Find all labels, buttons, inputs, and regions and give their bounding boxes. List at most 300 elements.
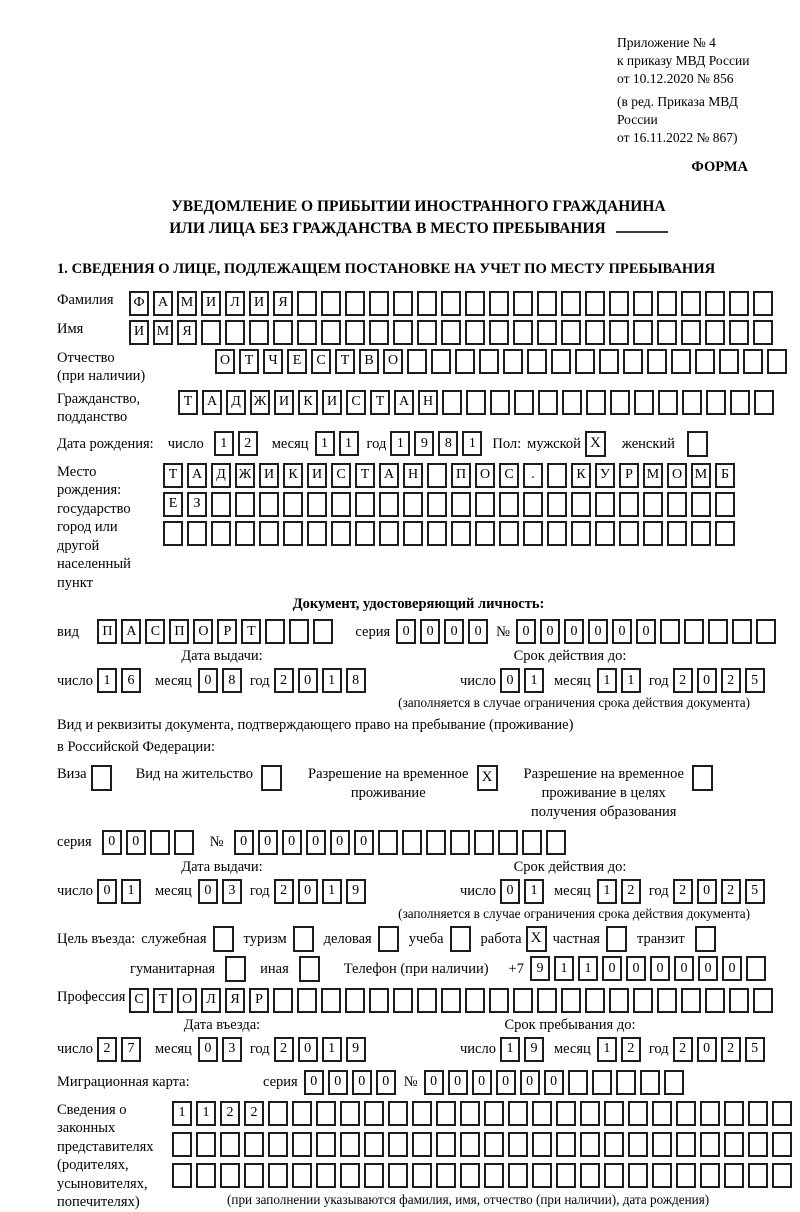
char-box[interactable] <box>441 291 461 316</box>
char-box[interactable] <box>393 988 413 1013</box>
char-box[interactable]: 0 <box>234 830 254 855</box>
char-box[interactable]: 1 <box>196 1101 216 1126</box>
char-box[interactable] <box>684 619 704 644</box>
char-box[interactable] <box>700 1163 720 1188</box>
char-box[interactable] <box>623 349 643 374</box>
char-box[interactable]: 3 <box>222 1037 242 1062</box>
char-box[interactable] <box>475 521 495 546</box>
char-box[interactable]: 0 <box>424 1070 444 1095</box>
char-box[interactable]: 1 <box>524 668 544 693</box>
char-box[interactable] <box>490 390 510 415</box>
char-box[interactable] <box>719 349 739 374</box>
char-box[interactable] <box>172 1163 192 1188</box>
char-box[interactable]: 9 <box>530 956 550 981</box>
char-box[interactable]: 1 <box>315 431 335 456</box>
char-box[interactable]: 0 <box>330 830 350 855</box>
char-box[interactable] <box>676 1132 696 1157</box>
char-box[interactable]: 1 <box>322 1037 342 1062</box>
char-box[interactable] <box>724 1132 744 1157</box>
char-box[interactable] <box>499 492 519 517</box>
char-box[interactable]: 5 <box>745 668 765 693</box>
char-box[interactable] <box>451 492 471 517</box>
char-box[interactable] <box>508 1163 528 1188</box>
char-box[interactable] <box>652 1101 672 1126</box>
char-box[interactable]: И <box>274 390 294 415</box>
char-box[interactable] <box>580 1163 600 1188</box>
char-box[interactable]: 2 <box>721 879 741 904</box>
char-box[interactable] <box>748 1132 768 1157</box>
char-box[interactable] <box>479 349 499 374</box>
char-box[interactable]: 7 <box>121 1037 141 1062</box>
sex-female-checkbox[interactable] <box>687 431 708 457</box>
char-box[interactable]: 0 <box>500 879 520 904</box>
char-box[interactable] <box>345 320 365 345</box>
char-box[interactable] <box>369 320 389 345</box>
char-box[interactable] <box>235 492 255 517</box>
char-box[interactable] <box>537 988 557 1013</box>
char-box[interactable] <box>498 830 518 855</box>
char-box[interactable] <box>754 390 774 415</box>
char-box[interactable]: 0 <box>126 830 146 855</box>
char-box[interactable] <box>513 291 533 316</box>
char-box[interactable] <box>658 390 678 415</box>
char-box[interactable]: 2 <box>621 879 641 904</box>
char-box[interactable]: Д <box>211 463 231 488</box>
char-box[interactable]: Т <box>241 619 261 644</box>
char-box[interactable] <box>340 1132 360 1157</box>
char-box[interactable] <box>489 291 509 316</box>
char-box[interactable]: М <box>691 463 711 488</box>
char-box[interactable]: 3 <box>222 879 242 904</box>
char-box[interactable] <box>316 1132 336 1157</box>
char-box[interactable] <box>676 1101 696 1126</box>
char-box[interactable]: А <box>379 463 399 488</box>
char-box[interactable] <box>484 1163 504 1188</box>
char-box[interactable]: 0 <box>520 1070 540 1095</box>
char-box[interactable] <box>187 521 207 546</box>
char-box[interactable] <box>355 492 375 517</box>
char-box[interactable]: 0 <box>420 619 440 644</box>
char-box[interactable]: 0 <box>352 1070 372 1095</box>
char-box[interactable] <box>265 619 285 644</box>
char-box[interactable] <box>465 320 485 345</box>
char-box[interactable] <box>412 1132 432 1157</box>
char-box[interactable]: Т <box>370 390 390 415</box>
char-box[interactable] <box>268 1163 288 1188</box>
char-box[interactable]: О <box>193 619 213 644</box>
char-box[interactable] <box>407 349 427 374</box>
char-box[interactable] <box>657 291 677 316</box>
char-box[interactable] <box>292 1132 312 1157</box>
char-box[interactable]: Е <box>163 492 183 517</box>
char-box[interactable]: С <box>499 463 519 488</box>
char-box[interactable] <box>633 988 653 1013</box>
char-box[interactable] <box>681 291 701 316</box>
char-box[interactable] <box>403 492 423 517</box>
char-box[interactable]: 0 <box>650 956 670 981</box>
char-box[interactable] <box>417 988 437 1013</box>
char-box[interactable]: Я <box>273 291 293 316</box>
char-box[interactable]: 0 <box>540 619 560 644</box>
char-box[interactable] <box>455 349 475 374</box>
char-box[interactable] <box>643 521 663 546</box>
char-box[interactable] <box>753 291 773 316</box>
char-box[interactable] <box>514 390 534 415</box>
char-box[interactable] <box>331 492 351 517</box>
char-box[interactable] <box>676 1163 696 1188</box>
char-box[interactable] <box>489 988 509 1013</box>
char-box[interactable] <box>748 1163 768 1188</box>
char-box[interactable]: К <box>283 463 303 488</box>
char-box[interactable]: 2 <box>238 431 258 456</box>
char-box[interactable]: 0 <box>697 668 717 693</box>
char-box[interactable] <box>513 320 533 345</box>
char-box[interactable] <box>441 988 461 1013</box>
char-box[interactable] <box>451 521 471 546</box>
char-box[interactable] <box>268 1132 288 1157</box>
char-box[interactable] <box>580 1101 600 1126</box>
char-box[interactable]: 0 <box>698 956 718 981</box>
char-box[interactable] <box>537 291 557 316</box>
char-box[interactable] <box>547 463 567 488</box>
char-box[interactable]: И <box>201 291 221 316</box>
char-box[interactable] <box>436 1132 456 1157</box>
char-box[interactable] <box>633 291 653 316</box>
char-box[interactable]: 1 <box>214 431 234 456</box>
char-box[interactable] <box>708 619 728 644</box>
char-box[interactable]: 0 <box>198 879 218 904</box>
char-box[interactable]: 1 <box>524 879 544 904</box>
char-box[interactable]: 0 <box>602 956 622 981</box>
char-box[interactable]: Я <box>225 988 245 1013</box>
char-box[interactable] <box>628 1132 648 1157</box>
char-box[interactable] <box>283 492 303 517</box>
char-box[interactable] <box>225 320 245 345</box>
char-box[interactable] <box>172 1132 192 1157</box>
char-box[interactable] <box>379 492 399 517</box>
char-box[interactable]: 5 <box>745 879 765 904</box>
char-box[interactable]: В <box>359 349 379 374</box>
char-box[interactable] <box>292 1163 312 1188</box>
char-box[interactable]: 1 <box>597 1037 617 1062</box>
char-box[interactable] <box>369 988 389 1013</box>
char-box[interactable] <box>628 1101 648 1126</box>
char-box[interactable] <box>664 1070 684 1095</box>
char-box[interactable]: 1 <box>121 879 141 904</box>
char-box[interactable] <box>307 492 327 517</box>
char-box[interactable]: К <box>571 463 591 488</box>
char-box[interactable] <box>652 1132 672 1157</box>
char-box[interactable]: 0 <box>102 830 122 855</box>
char-box[interactable]: 0 <box>328 1070 348 1095</box>
char-box[interactable] <box>442 390 462 415</box>
char-box[interactable]: 0 <box>298 1037 318 1062</box>
char-box[interactable] <box>592 1070 612 1095</box>
char-box[interactable]: И <box>249 291 269 316</box>
char-box[interactable] <box>705 291 725 316</box>
char-box[interactable]: 1 <box>500 1037 520 1062</box>
char-box[interactable] <box>691 521 711 546</box>
char-box[interactable] <box>331 521 351 546</box>
char-box[interactable] <box>628 1163 648 1188</box>
char-box[interactable]: Н <box>403 463 423 488</box>
char-box[interactable] <box>321 988 341 1013</box>
char-box[interactable] <box>538 390 558 415</box>
char-box[interactable]: 0 <box>612 619 632 644</box>
char-box[interactable] <box>403 521 423 546</box>
char-box[interactable] <box>450 830 470 855</box>
char-box[interactable] <box>268 1101 288 1126</box>
char-box[interactable] <box>513 988 533 1013</box>
char-box[interactable] <box>412 1163 432 1188</box>
char-box[interactable] <box>388 1101 408 1126</box>
char-box[interactable] <box>647 349 667 374</box>
char-box[interactable]: И <box>322 390 342 415</box>
char-box[interactable]: Р <box>217 619 237 644</box>
char-box[interactable] <box>609 988 629 1013</box>
char-box[interactable] <box>667 492 687 517</box>
char-box[interactable]: 9 <box>346 1037 366 1062</box>
char-box[interactable]: 2 <box>721 1037 741 1062</box>
char-box[interactable]: А <box>187 463 207 488</box>
char-box[interactable] <box>532 1163 552 1188</box>
char-box[interactable] <box>523 492 543 517</box>
char-box[interactable] <box>427 463 447 488</box>
char-box[interactable]: С <box>311 349 331 374</box>
char-box[interactable]: А <box>153 291 173 316</box>
char-box[interactable]: 5 <box>745 1037 765 1062</box>
char-box[interactable]: А <box>202 390 222 415</box>
char-box[interactable] <box>460 1163 480 1188</box>
char-box[interactable] <box>772 1163 792 1188</box>
char-box[interactable]: 1 <box>390 431 410 456</box>
char-box[interactable] <box>150 830 170 855</box>
char-box[interactable]: Т <box>163 463 183 488</box>
char-box[interactable] <box>259 521 279 546</box>
char-box[interactable] <box>756 619 776 644</box>
char-box[interactable]: А <box>121 619 141 644</box>
char-box[interactable]: 2 <box>673 879 693 904</box>
char-box[interactable] <box>634 390 654 415</box>
char-box[interactable] <box>604 1132 624 1157</box>
char-box[interactable]: . <box>523 463 543 488</box>
char-box[interactable] <box>633 320 653 345</box>
char-box[interactable]: 2 <box>274 1037 294 1062</box>
char-box[interactable] <box>537 320 557 345</box>
char-box[interactable] <box>388 1132 408 1157</box>
char-box[interactable]: С <box>346 390 366 415</box>
char-box[interactable]: Ж <box>235 463 255 488</box>
char-box[interactable]: 2 <box>274 879 294 904</box>
char-box[interactable] <box>772 1132 792 1157</box>
char-box[interactable]: 1 <box>462 431 482 456</box>
char-box[interactable]: 1 <box>578 956 598 981</box>
char-box[interactable] <box>595 521 615 546</box>
char-box[interactable]: Т <box>239 349 259 374</box>
char-box[interactable] <box>427 492 447 517</box>
char-box[interactable] <box>196 1163 216 1188</box>
char-box[interactable]: Л <box>225 291 245 316</box>
char-box[interactable]: С <box>129 988 149 1013</box>
char-box[interactable]: 1 <box>172 1101 192 1126</box>
char-box[interactable] <box>369 291 389 316</box>
char-box[interactable]: 0 <box>448 1070 468 1095</box>
char-box[interactable] <box>705 320 725 345</box>
char-box[interactable]: 0 <box>282 830 302 855</box>
char-box[interactable] <box>489 320 509 345</box>
char-box[interactable] <box>474 830 494 855</box>
char-box[interactable] <box>508 1132 528 1157</box>
char-box[interactable]: 1 <box>97 668 117 693</box>
char-box[interactable] <box>556 1132 576 1157</box>
char-box[interactable]: 2 <box>97 1037 117 1062</box>
char-box[interactable] <box>249 320 269 345</box>
char-box[interactable] <box>393 320 413 345</box>
char-box[interactable] <box>746 956 766 981</box>
char-box[interactable] <box>345 988 365 1013</box>
char-box[interactable] <box>561 320 581 345</box>
char-box[interactable]: Л <box>201 988 221 1013</box>
char-box[interactable] <box>619 521 639 546</box>
char-box[interactable]: 0 <box>376 1070 396 1095</box>
char-box[interactable] <box>174 830 194 855</box>
char-box[interactable] <box>767 349 787 374</box>
char-box[interactable] <box>283 521 303 546</box>
char-box[interactable] <box>393 291 413 316</box>
char-box[interactable] <box>436 1101 456 1126</box>
char-box[interactable] <box>297 320 317 345</box>
char-box[interactable] <box>340 1101 360 1126</box>
char-box[interactable]: 0 <box>516 619 536 644</box>
char-box[interactable] <box>379 521 399 546</box>
char-box[interactable]: П <box>451 463 471 488</box>
char-box[interactable] <box>585 291 605 316</box>
purpose-official-checkbox[interactable] <box>213 926 234 952</box>
char-box[interactable] <box>465 988 485 1013</box>
char-box[interactable]: 1 <box>322 668 342 693</box>
char-box[interactable] <box>297 988 317 1013</box>
char-box[interactable] <box>466 390 486 415</box>
char-box[interactable] <box>426 830 446 855</box>
char-box[interactable] <box>244 1132 264 1157</box>
purpose-tourism-checkbox[interactable] <box>293 926 314 952</box>
char-box[interactable] <box>527 349 547 374</box>
char-box[interactable] <box>163 521 183 546</box>
char-box[interactable]: 2 <box>621 1037 641 1062</box>
char-box[interactable]: 0 <box>198 668 218 693</box>
char-box[interactable]: З <box>187 492 207 517</box>
char-box[interactable]: 9 <box>414 431 434 456</box>
temp-residence-checkbox[interactable]: X <box>477 765 498 791</box>
temp-residence-edu-checkbox[interactable] <box>692 765 713 791</box>
char-box[interactable]: Т <box>178 390 198 415</box>
char-box[interactable]: И <box>307 463 327 488</box>
char-box[interactable] <box>273 320 293 345</box>
char-box[interactable]: П <box>97 619 117 644</box>
char-box[interactable]: У <box>595 463 615 488</box>
char-box[interactable]: 8 <box>222 668 242 693</box>
char-box[interactable]: О <box>667 463 687 488</box>
char-box[interactable] <box>307 521 327 546</box>
char-box[interactable] <box>465 291 485 316</box>
char-box[interactable]: Ж <box>250 390 270 415</box>
char-box[interactable] <box>580 1132 600 1157</box>
purpose-other-checkbox[interactable] <box>299 956 320 982</box>
char-box[interactable] <box>441 320 461 345</box>
char-box[interactable]: Б <box>715 463 735 488</box>
purpose-transit-checkbox[interactable] <box>695 926 716 952</box>
char-box[interactable] <box>609 291 629 316</box>
char-box[interactable] <box>316 1101 336 1126</box>
char-box[interactable] <box>640 1070 660 1095</box>
char-box[interactable] <box>585 320 605 345</box>
char-box[interactable] <box>244 1163 264 1188</box>
char-box[interactable] <box>436 1163 456 1188</box>
visa-checkbox[interactable] <box>91 765 112 791</box>
char-box[interactable]: О <box>215 349 235 374</box>
char-box[interactable] <box>556 1163 576 1188</box>
char-box[interactable]: 0 <box>626 956 646 981</box>
char-box[interactable] <box>753 320 773 345</box>
char-box[interactable] <box>196 1132 216 1157</box>
char-box[interactable] <box>292 1101 312 1126</box>
char-box[interactable] <box>402 830 422 855</box>
char-box[interactable] <box>681 988 701 1013</box>
char-box[interactable] <box>671 349 691 374</box>
char-box[interactable]: 0 <box>396 619 416 644</box>
char-box[interactable] <box>475 492 495 517</box>
char-box[interactable]: О <box>177 988 197 1013</box>
char-box[interactable] <box>321 291 341 316</box>
char-box[interactable]: Т <box>355 463 375 488</box>
char-box[interactable]: 0 <box>304 1070 324 1095</box>
char-box[interactable]: М <box>643 463 663 488</box>
char-box[interactable] <box>345 291 365 316</box>
char-box[interactable]: 0 <box>354 830 374 855</box>
char-box[interactable] <box>340 1163 360 1188</box>
char-box[interactable] <box>364 1132 384 1157</box>
char-box[interactable] <box>705 988 725 1013</box>
char-box[interactable]: Ч <box>263 349 283 374</box>
char-box[interactable]: Т <box>153 988 173 1013</box>
char-box[interactable]: 0 <box>258 830 278 855</box>
char-box[interactable] <box>660 619 680 644</box>
char-box[interactable] <box>532 1132 552 1157</box>
sex-male-checkbox[interactable]: X <box>585 431 606 457</box>
char-box[interactable]: М <box>177 291 197 316</box>
purpose-humanitarian-checkbox[interactable] <box>225 956 246 982</box>
char-box[interactable] <box>460 1132 480 1157</box>
char-box[interactable]: 2 <box>673 1037 693 1062</box>
char-box[interactable]: 1 <box>597 668 617 693</box>
char-box[interactable] <box>571 521 591 546</box>
char-box[interactable] <box>313 619 333 644</box>
char-box[interactable] <box>715 492 735 517</box>
char-box[interactable]: П <box>169 619 189 644</box>
char-box[interactable]: 0 <box>198 1037 218 1062</box>
char-box[interactable] <box>273 988 293 1013</box>
char-box[interactable] <box>695 349 715 374</box>
char-box[interactable] <box>657 320 677 345</box>
char-box[interactable] <box>610 390 630 415</box>
char-box[interactable] <box>729 988 749 1013</box>
char-box[interactable]: 2 <box>220 1101 240 1126</box>
char-box[interactable]: А <box>394 390 414 415</box>
char-box[interactable] <box>321 320 341 345</box>
char-box[interactable]: 0 <box>636 619 656 644</box>
char-box[interactable] <box>503 349 523 374</box>
char-box[interactable] <box>259 492 279 517</box>
